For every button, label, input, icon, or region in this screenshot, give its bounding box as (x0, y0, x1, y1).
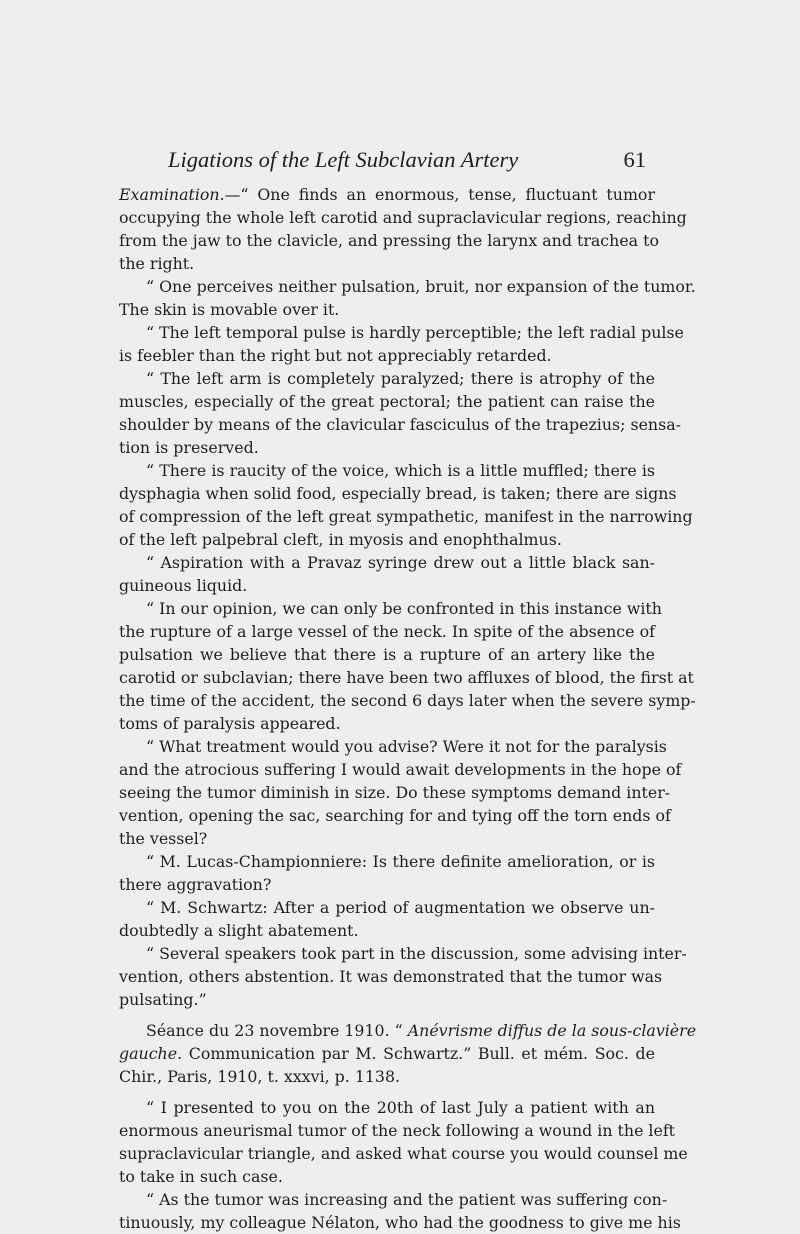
text-line: to take in such case. (119, 1167, 283, 1186)
text-line (119, 1043, 655, 1065)
text-line: tion is preserved. (119, 438, 259, 457)
text-line: the time of the accident, the second 6 days later when the severe symp- (119, 691, 696, 710)
text-line: “ The left arm is completely paralyzed; there is atrophy of the (146, 369, 655, 388)
text-line: the rupture of a large vessel of the neck. In spite of the absence of (119, 622, 655, 641)
text-line: “ I presented to you on the 20th of last July a patient with an (146, 1098, 655, 1117)
text-line: doubtedly a slight abatement. (119, 921, 359, 940)
text-line: “ One perceives neither pulsation, bruit, nor expansion of the tumor. (146, 277, 696, 296)
text-line: “ Several speakers took part in the discussion, some advising inter- (146, 944, 687, 963)
italic-run: Examination. (119, 185, 225, 204)
text-line: muscles, especially of the great pectoral; the patient can raise the (119, 392, 655, 411)
text-line: the right. (119, 254, 195, 273)
italic-run: Anévrisme diffus de la sous-clavière (407, 1021, 697, 1040)
text-line: dysphagia when solid food, especially bread, is taken; there are signs (119, 484, 677, 503)
roman-run: Séance du 23 novembre 1910. “ (146, 1021, 408, 1040)
text-line: guineous liquid. (119, 576, 248, 595)
text-line: occupying the whole left carotid and supraclavicular regions, reaching (119, 208, 687, 227)
text-line: vention, opening the sac, searching for and tying off the torn ends of (119, 806, 671, 825)
text-line: carotid or subclavian; there have been two affluxes of blood, the first at (119, 668, 694, 687)
text-line: from the jaw to the clavicle, and pressing the larynx and trachea to (119, 231, 659, 250)
text-line: the vessel? (119, 829, 208, 848)
running-title: Ligations of the Left Subclavian Artery (168, 147, 519, 172)
text-line (119, 184, 655, 206)
text-line: is feebler than the right but not appreciably retarded. (119, 346, 552, 365)
text-line: of the left palpebral cleft, in myosis and enophthalmus. (119, 530, 562, 549)
text-line: there aggravation? (119, 875, 272, 894)
text-line: “ In our opinion, we can only be confronted in this instance with (146, 599, 662, 618)
text-line: supraclavicular triangle, and asked what course you would counsel me (119, 1144, 688, 1163)
text-line: “ As the tumor was increasing and the patient was suffering con- (146, 1190, 668, 1209)
roman-run: Communication par M. Schwartz.” Bull. et mém. Soc. de (182, 1044, 655, 1063)
text-line: “ The left temporal pulse is hardly perceptible; the left radial pulse (146, 323, 684, 342)
body-text (119, 184, 697, 1232)
roman-run: —“ One finds an enormous, tense, fluctuant tumor (224, 185, 655, 204)
text-line: enormous aneurismal tumor of the neck following a wound in the left (119, 1121, 676, 1140)
text-line: toms of paralysis appeared. (119, 714, 341, 733)
page-number: 61 (623, 147, 646, 172)
text-line: vention, others abstention. It was demonstrated that the tumor was (119, 967, 663, 986)
text-line (146, 1020, 697, 1042)
italic-run: gauche. (119, 1044, 183, 1063)
text-line: pulsation we believe that there is a rupture of an artery like the (119, 645, 655, 664)
text-line: Chir., Paris, 1910, t. xxxvi, p. 1138. (119, 1067, 401, 1086)
text-line: “ Aspiration with a Pravaz syringe drew out a little black san- (146, 553, 655, 572)
running-head (168, 146, 646, 174)
text-line: of compression of the left great sympathetic, manifest in the narrowing (119, 507, 693, 526)
text-line: pulsating.” (119, 990, 207, 1009)
text-line: and the atrocious suffering I would await developments in the hope of (119, 760, 682, 779)
text-line: “ M. Lucas-Championniere: Is there definite amelioration, or is (146, 852, 655, 871)
text-line: tinuously, my colleague Nélaton, who had the goodness to give me his (119, 1213, 681, 1232)
text-line: seeing the tumor diminish in size. Do these symptoms demand inter- (119, 783, 671, 802)
text-line: shoulder by means of the clavicular fasciculus of the trapezius; sensa- (119, 415, 681, 434)
text-line: The skin is movable over it. (119, 300, 340, 319)
text-line: “ M. Schwartz: After a period of augmentation we observe un- (146, 898, 655, 917)
text-line: “ What treatment would you advise? Were it not for the paralysis (146, 737, 667, 756)
text-line: “ There is raucity of the voice, which is a little muffled; there is (146, 461, 655, 480)
